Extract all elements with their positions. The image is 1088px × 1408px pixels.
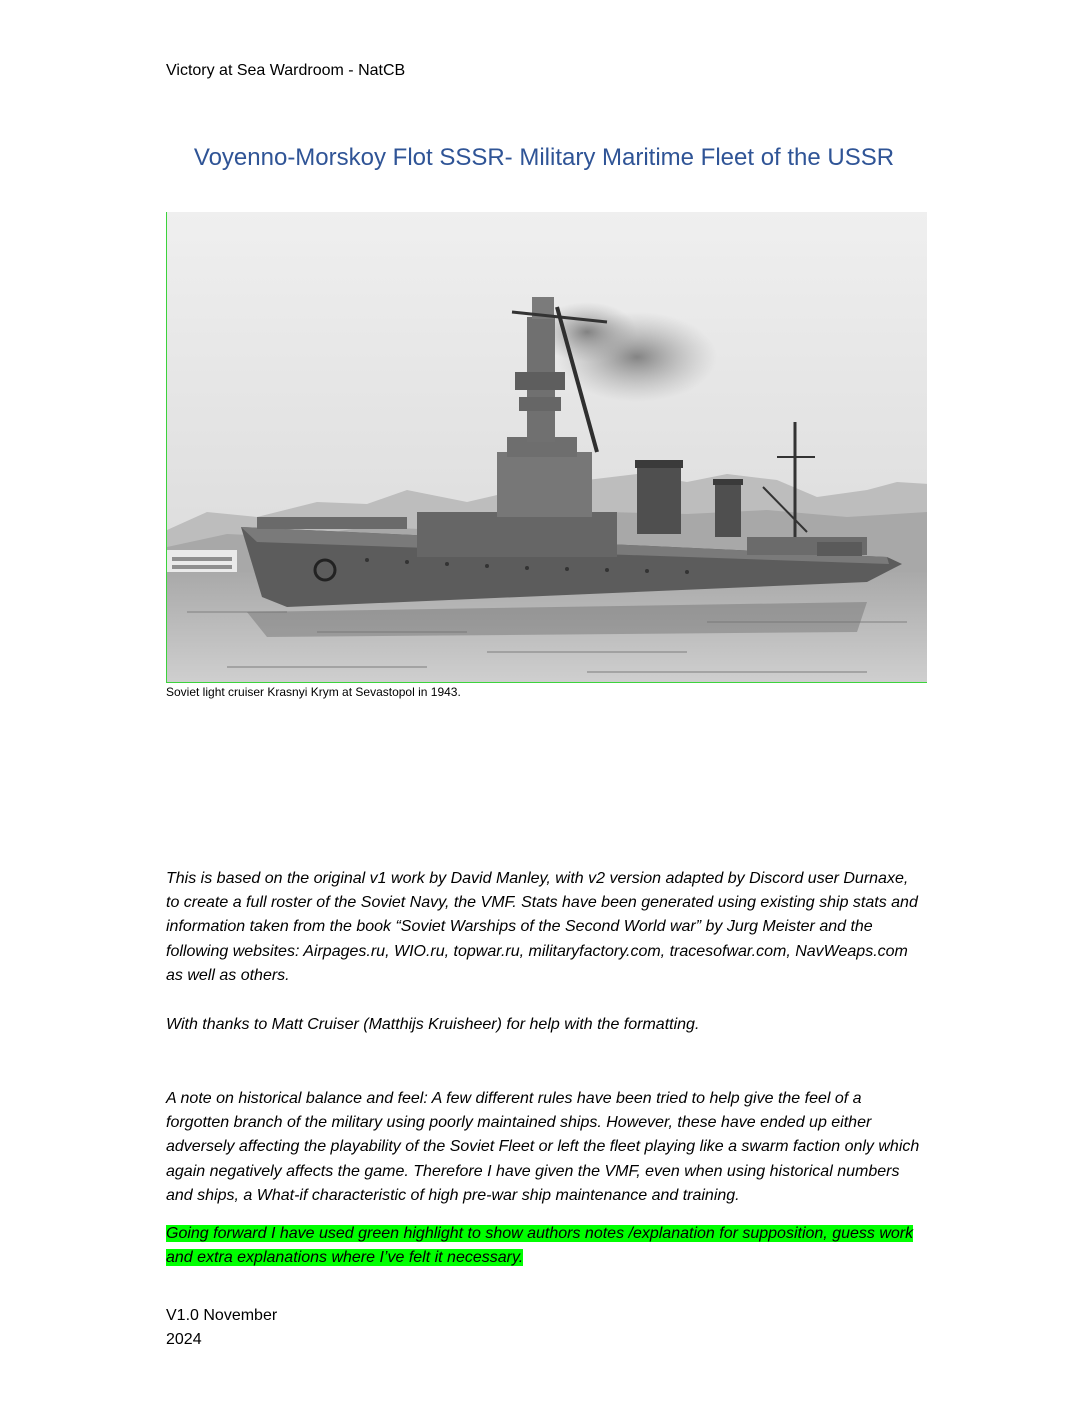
document-header: Victory at Sea Wardroom - NatCB xyxy=(166,62,406,79)
green-highlight-text: Going forward I have used green highlight to show authors notes /explanation for supposition, guess work and extra explanations where I’ve felt it necessary. xyxy=(166,1225,914,1267)
intro-paragraph: This is based on the original v1 work by David Manley, with v2 version adapted by Discord user Durnaxe, to create a full roster of the Soviet Navy, the VMF. Stats have been generated using existing ship stats and information taken from the book “Soviet Warships of the Second World war” by Jurg Meister and the following websites: Airpages.ru, WIO.ru, topwar.ru, militaryfactory.com, tracesofwar.com, NavWeaps.com as well as others. xyxy=(166,870,918,984)
version-info xyxy=(166,1304,277,1352)
version-line: V1.0 November xyxy=(166,1307,278,1324)
thanks-paragraph: With thanks to Matt Cruiser (Matthijs Kruisheer) for help with the formatting. xyxy=(166,1016,700,1033)
version-year: 2024 xyxy=(166,1331,202,1348)
photo-caption: Soviet light cruiser Krasnyi Krym at Sevastopol in 1943. xyxy=(166,685,461,699)
cruiser-photo xyxy=(166,212,927,683)
page-title: Voyenno-Morskoy Flot SSSR- Military Maritime Fleet of the USSR xyxy=(193,144,895,171)
historical-balance-note: A note on historical balance and feel: A few different rules have been tried to help give the feel of a forgotten branch of the military using poorly maintained ships. However, these have ended up either adversely affecting the playability of the Soviet Fleet or left the fleet playing like a swarm faction only which again negatively affects the game. Therefore I have given the VMF, even when using historical numbers and ships, a What-if characteristic of high pre-war ship maintenance and training. xyxy=(166,1090,920,1204)
highlight-note-paragraph xyxy=(166,1222,926,1270)
